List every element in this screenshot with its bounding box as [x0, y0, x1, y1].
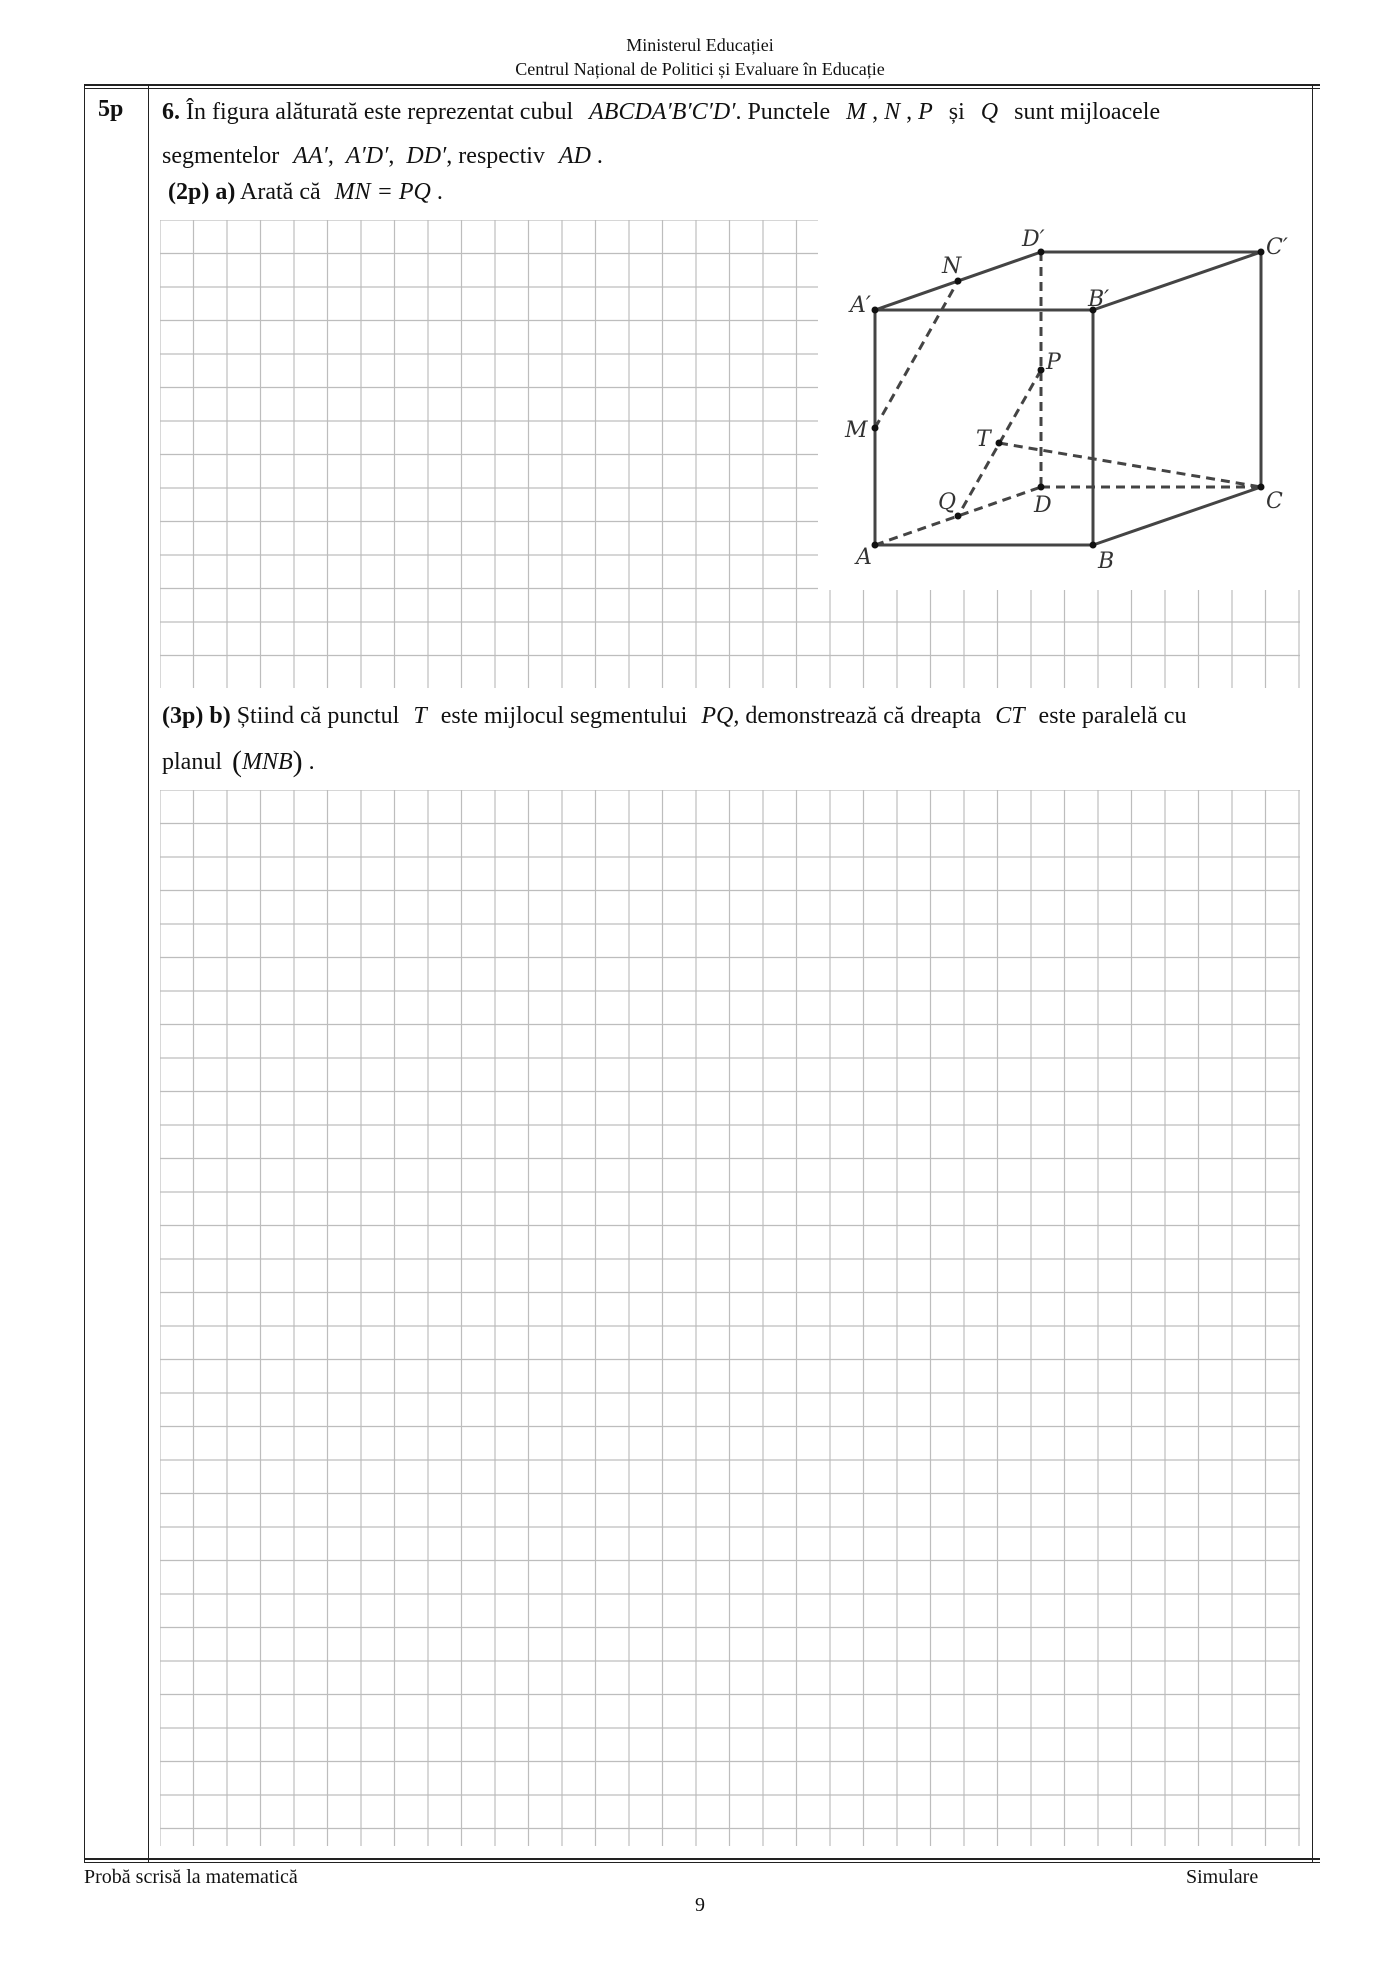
label-C: C	[1266, 489, 1283, 514]
period: .	[596, 143, 603, 169]
label-T: T	[976, 427, 991, 452]
page-number: 9	[695, 1894, 705, 1916]
part-a-statement	[168, 176, 443, 208]
score-label: 5p	[98, 96, 124, 122]
dot-C	[1258, 484, 1265, 491]
dot-D	[1038, 484, 1045, 491]
part-a-letter: a)	[215, 179, 236, 205]
period: .	[436, 179, 443, 205]
segment-PQ-text: PQ	[701, 703, 734, 729]
point-P: P	[918, 99, 933, 125]
equation-mn-pq: MN = PQ	[334, 179, 431, 205]
cube-name: ABCDA′B′C′D′	[589, 99, 736, 125]
footer-exam-name: Probă scrisă la matematică	[84, 1866, 298, 1888]
point-M: M	[846, 99, 867, 125]
label-D: D	[1034, 493, 1052, 518]
comma: ,	[872, 99, 879, 125]
frame-top-border-inner	[84, 88, 1320, 89]
problem-number: 6.	[162, 99, 180, 125]
point-T: T	[413, 703, 427, 729]
dot-A	[872, 542, 879, 549]
ministry-name: Ministerul Educației	[626, 35, 774, 55]
label-P: P	[1046, 350, 1061, 375]
statement-text: . Punctele	[735, 99, 831, 125]
segment-DD1: DD′	[406, 143, 447, 169]
dot-P	[1038, 367, 1045, 374]
frame-left-border	[84, 84, 85, 1863]
statement-text: planul	[162, 749, 222, 775]
dot-A1	[872, 307, 879, 314]
label-C1: C′	[1266, 235, 1288, 260]
problem-statement-line2	[162, 140, 603, 172]
comma: ,	[388, 143, 395, 169]
part-b-statement-line2: planul (MNB) .	[162, 745, 315, 778]
statement-text: este paralelă cu	[1038, 703, 1187, 729]
label-D1: D′	[1022, 227, 1045, 252]
problem-statement-line1	[162, 96, 1160, 128]
line-CT-text: CT	[995, 703, 1025, 729]
statement-text: Arată că	[240, 179, 321, 205]
statement-text: și	[948, 99, 965, 125]
footer-session-type: Simulare	[1186, 1866, 1259, 1888]
part-b-points: (3p)	[162, 703, 204, 729]
label-B1: B′	[1088, 287, 1110, 312]
frame-bottom-border-inner	[84, 1862, 1320, 1863]
statement-text: Știind că punctul	[236, 703, 400, 729]
frame-right-border	[1312, 84, 1313, 1863]
dot-B	[1090, 542, 1097, 549]
dot-M	[872, 425, 879, 432]
label-B: B	[1098, 549, 1115, 574]
dot-T	[996, 440, 1003, 447]
part-b-statement-line1	[162, 700, 1186, 732]
label-M: M	[845, 418, 868, 443]
frame-top-border	[84, 84, 1320, 86]
statement-text: , respectiv	[446, 143, 545, 169]
statement-text: , demonstrează că dreapta	[733, 703, 982, 729]
period: .	[308, 749, 315, 775]
frame-bottom-border	[84, 1858, 1320, 1860]
comma: ,	[906, 99, 913, 125]
statement-text: sunt mijloacele	[1014, 99, 1161, 125]
comma: ,	[327, 143, 334, 169]
segment-A1D1: A′D′	[345, 143, 389, 169]
plane-MNB: MNB	[242, 749, 293, 775]
statement-text: segmentelor	[162, 143, 280, 169]
label-Q: Q	[938, 490, 957, 515]
label-N: N	[942, 254, 962, 279]
part-b-letter: b)	[209, 703, 231, 729]
point-N: N	[884, 99, 901, 125]
segment-AD: AD	[558, 143, 591, 169]
label-A: A	[856, 545, 872, 570]
point-Q: Q	[980, 99, 999, 125]
cube-figure	[818, 220, 1306, 590]
statement-text: este mijlocul segmentului	[440, 703, 688, 729]
segment-AA1: AA′	[293, 143, 328, 169]
statement-text: În figura alăturată este reprezentat cubul	[186, 99, 574, 125]
part-a-points: (2p)	[168, 179, 210, 205]
score-column-divider	[148, 84, 149, 1863]
label-A1: A′	[850, 293, 871, 318]
dot-C1	[1258, 249, 1265, 256]
center-name: Centrul Național de Politici și Evaluare în Educație	[515, 59, 885, 79]
answer-grid-part-b[interactable]	[160, 790, 1306, 1848]
